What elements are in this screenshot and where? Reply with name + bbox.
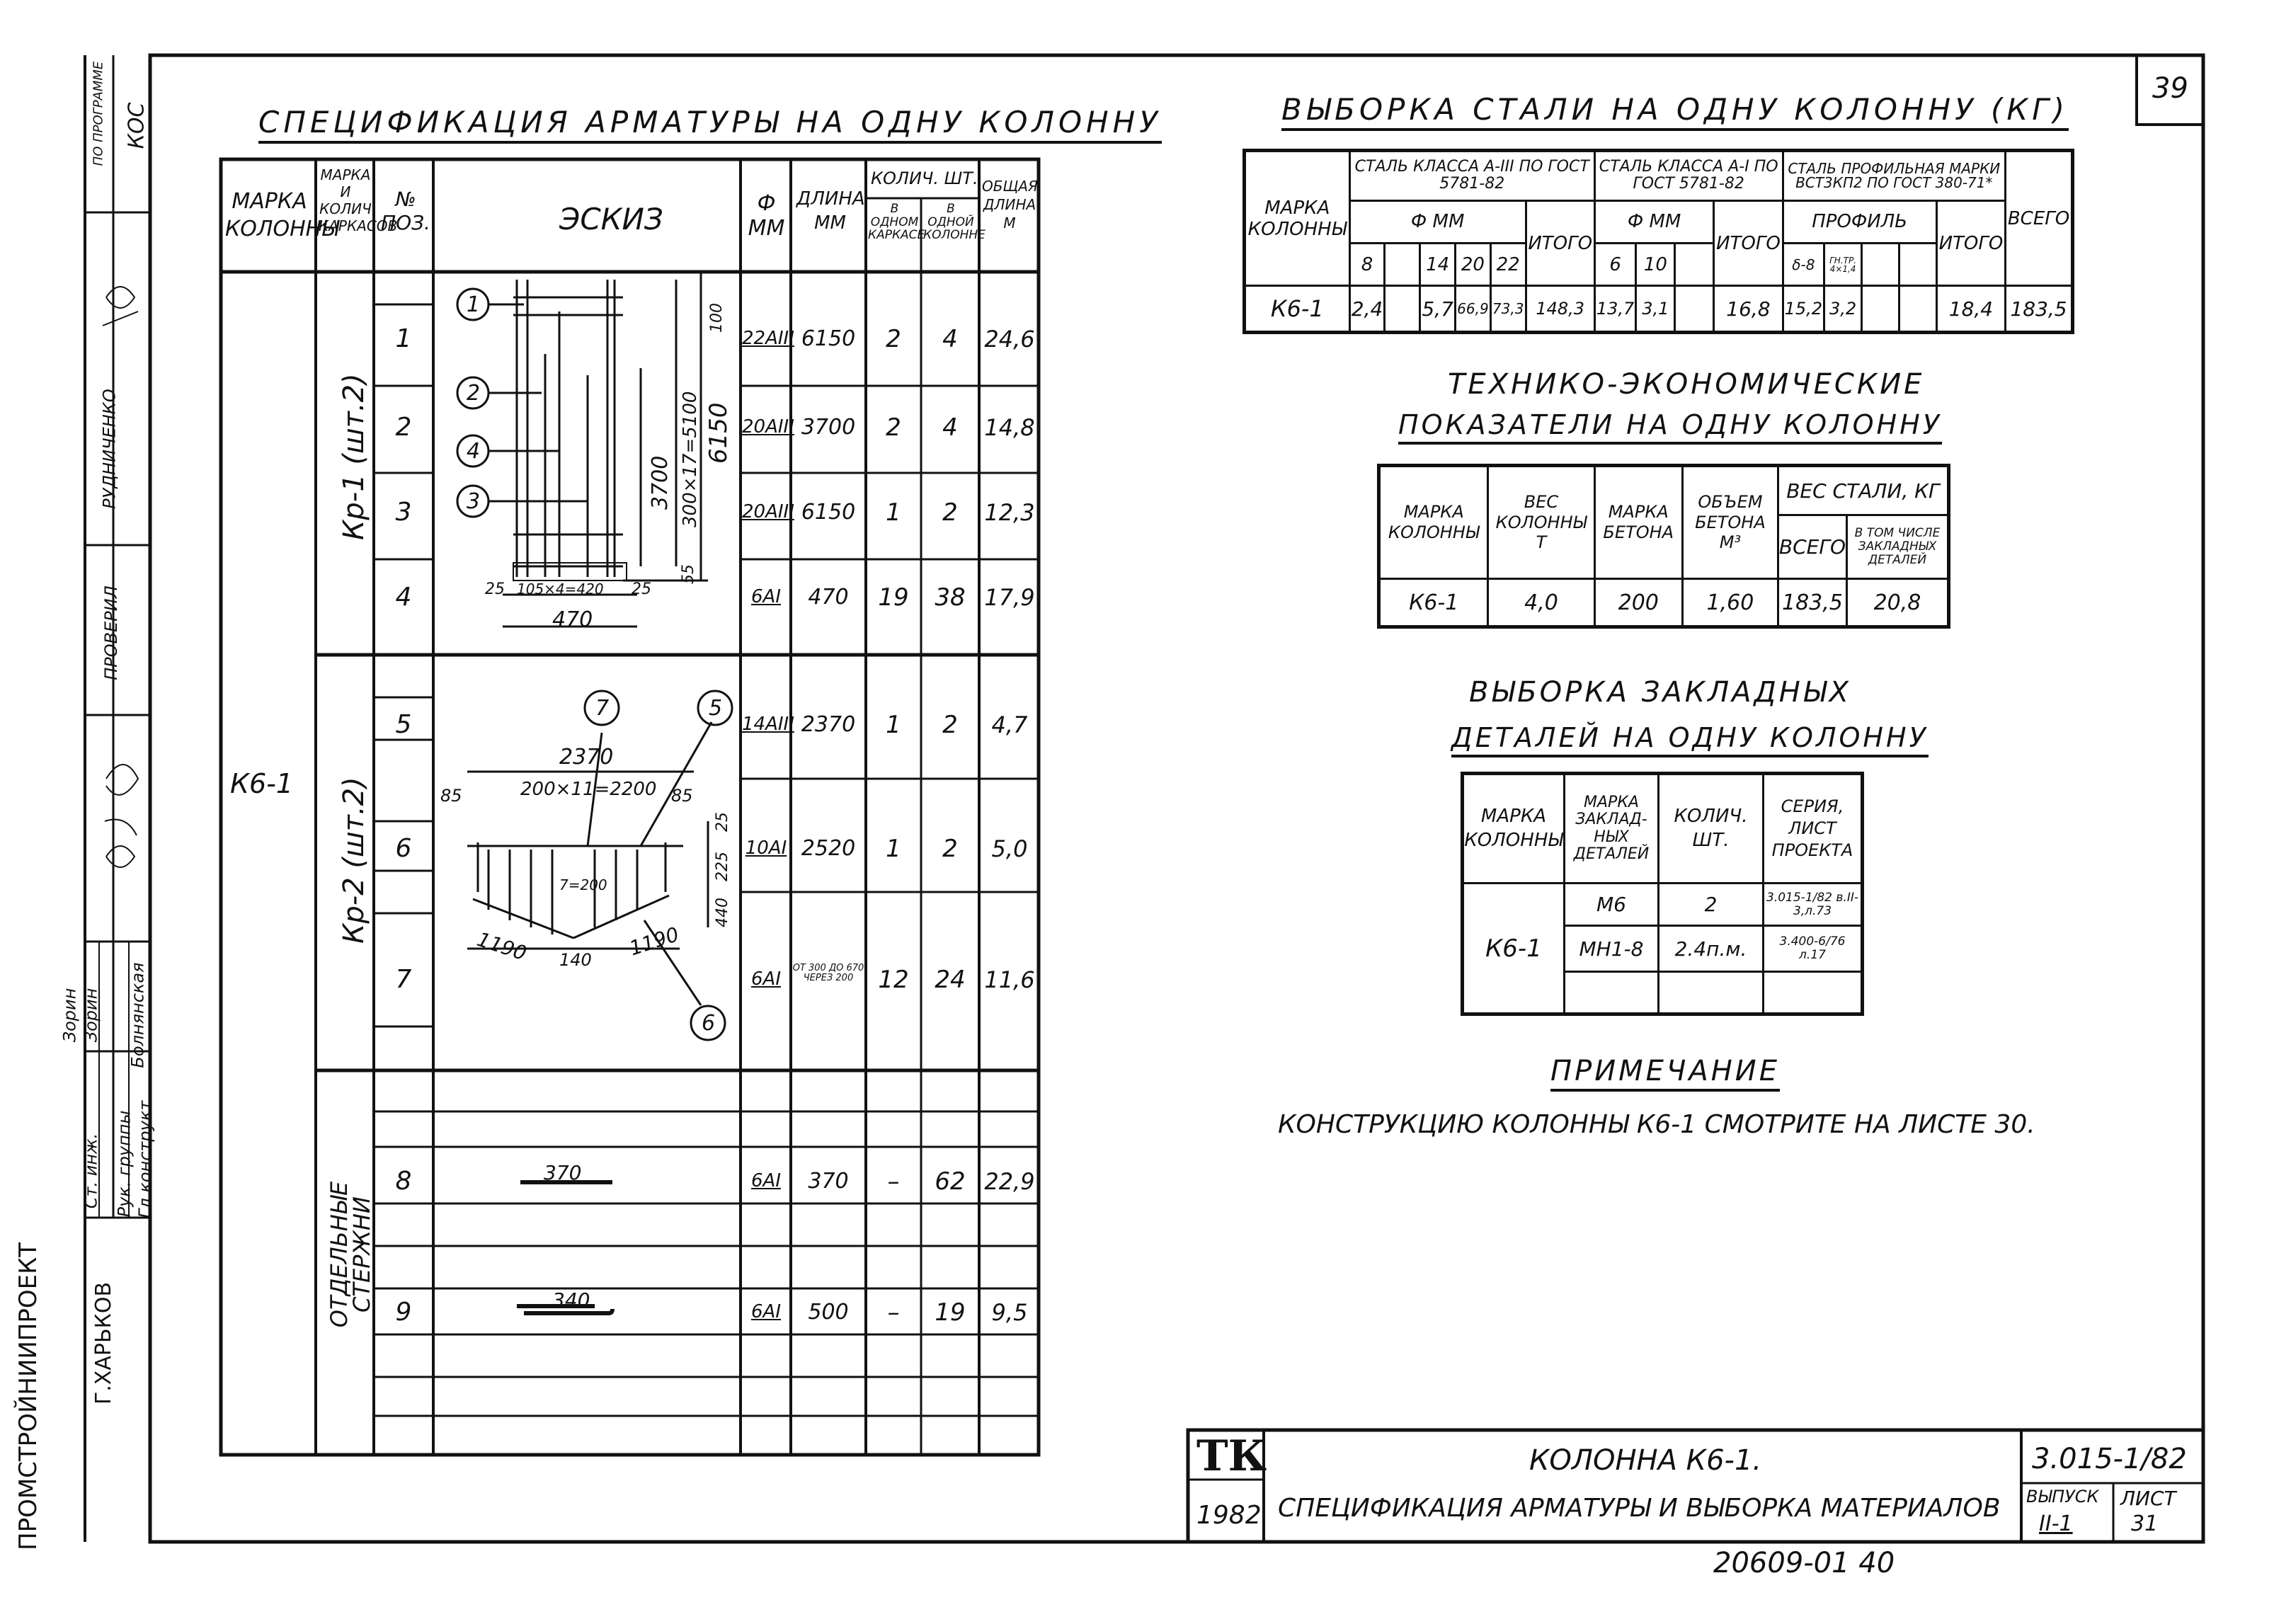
spec-cell-one: 2 xyxy=(886,325,901,353)
spec-h-len: ДЛИНА ММ xyxy=(796,188,865,234)
tech-h-total: ВСЕГО xyxy=(1778,515,1846,579)
callout-7: 7 xyxy=(595,696,610,721)
spec-cell-col: 4 xyxy=(942,325,958,353)
side-checked-name: РУДНИЧЕНКО xyxy=(99,389,120,509)
tech-val-total: 183,5 xyxy=(1778,579,1846,627)
steel-h-itogo-1: ИТОГО xyxy=(1714,200,1783,286)
steel-h-a1: СТАЛЬ КЛАССА А-I ПО ГОСТ 5781-82 xyxy=(1594,151,1783,201)
callout-3: 3 xyxy=(467,489,481,514)
emb-ref-2: 3.400-6/76 л.17 xyxy=(1764,926,1863,972)
spec-cell-dia: 20АIII xyxy=(742,416,794,438)
steel-d3-4: 22 xyxy=(1490,244,1526,286)
steel-h-prof: СТАЛЬ ПРОФИЛЬНАЯ МАРКИ ВСТ3КП2 ПО ГОСТ 380-71* xyxy=(1783,151,2006,201)
steel-val-pr-itogo: 18,4 xyxy=(1936,286,2005,333)
steel-title: ВЫБОРКА СТАЛИ НА ОДНУ КОЛОННУ (КГ) xyxy=(1281,92,2069,131)
steel-h-itogo-3: ИТОГО xyxy=(1526,200,1594,286)
bottom-stamp: 20609-01 40 xyxy=(1713,1547,1895,1579)
steel-val-a1-0: 13,7 xyxy=(1594,286,1636,333)
tech-val-concrete: 200 xyxy=(1594,579,1682,627)
dim-2370: 2370 xyxy=(559,745,614,770)
side-role-1: Ст. инж. xyxy=(81,1133,101,1209)
steel-val-a3-4: 73,3 xyxy=(1490,286,1526,333)
spec-cell-col: 38 xyxy=(935,583,966,612)
steel-val-a3-itogo: 148,3 xyxy=(1526,286,1594,333)
tech-h-embedded: В ТОМ ЧИСЛЕ ЗАКЛАДНЫХ ДЕТАЛЕЙ xyxy=(1847,515,1949,579)
spec-cell-one: 12 xyxy=(878,966,909,994)
spec-h-qty: КОЛИЧ. ШТ. xyxy=(871,168,978,188)
spec-h-pos: № ПОЗ. xyxy=(381,188,430,234)
spec-h-qty-col: В ОДНОЙ КОЛОННЕ xyxy=(923,202,985,243)
spec-h-cage: МАРКА И КОЛИЧ КАРКАСОВ xyxy=(319,166,398,234)
steel-h-fmm-3: Ф ММ xyxy=(1349,200,1526,243)
steel-d1-0: 6 xyxy=(1594,244,1636,286)
emb-det-2: МН1-8 xyxy=(1565,926,1659,972)
spec-cell-dia: 6АI xyxy=(751,968,781,990)
side-org: ПРОМСТРОЙНИИПРОЕКТ xyxy=(14,1242,42,1550)
callout-1: 1 xyxy=(467,292,481,317)
steel-d3-0: 8 xyxy=(1349,244,1385,286)
steel-val-a3-0: 2,4 xyxy=(1349,286,1385,333)
side-top-1: ПО ПРОГРАММЕ xyxy=(91,61,106,166)
spec-cell-len: 2520 xyxy=(801,836,856,861)
dim-3700: 3700 xyxy=(648,455,673,510)
dim-1190b: 1190 xyxy=(627,922,682,961)
spec-cell-pos: 8 xyxy=(395,1167,412,1196)
emb-h-mark: МАРКА КОЛОННЫ xyxy=(1463,774,1565,884)
spec-cell-col: 2 xyxy=(942,835,958,863)
spec-cell-dia: 22АIII xyxy=(742,328,794,349)
spec-cell-total: 12,3 xyxy=(984,499,1035,526)
spec-cell-col: 4 xyxy=(942,413,958,442)
dim-1190a: 1190 xyxy=(474,927,530,966)
dim-85a: 85 xyxy=(440,786,462,806)
tb-issue: II-1 xyxy=(2039,1511,2073,1536)
spec-cell-col: 2 xyxy=(942,498,958,527)
steel-val-vsego: 183,5 xyxy=(2006,286,2073,333)
dim-7x200: 7=200 xyxy=(559,876,607,893)
callout-6: 6 xyxy=(702,1011,716,1036)
dim-55: 55 xyxy=(680,564,697,584)
spec-h-sketch: ЭСКИЗ xyxy=(559,202,663,236)
spec-h-dia: Ф ММ xyxy=(748,191,785,241)
tech-h-mark: МАРКА КОЛОННЫ xyxy=(1379,466,1488,579)
spec-cell-dia: 6АI xyxy=(751,1170,781,1191)
emb-h-qty: КОЛИЧ. ШТ. xyxy=(1659,774,1764,884)
spec-cell-len: 370 xyxy=(808,1169,849,1194)
dim-2200: 200×11=2200 xyxy=(520,779,657,800)
side-checked: ПРОВЕРИЛ xyxy=(101,585,121,680)
emb-title-2: ДЕТАЛЕЙ НА ОДНУ КОЛОННУ xyxy=(1451,722,1929,757)
spec-cell-len: ОТ 300 ДО 670 ЧЕРЕЗ 200 xyxy=(792,963,864,983)
tb-year: 1982 xyxy=(1196,1501,1262,1530)
dim-225: 225 xyxy=(714,852,731,881)
emb-qty-1: 2 xyxy=(1659,884,1764,926)
spec-cell-len: 6150 xyxy=(801,326,856,351)
steel-h-a3: СТАЛЬ КЛАССА А-III ПО ГОСТ 5781-82 xyxy=(1349,151,1594,201)
spec-cell-dia: 6АI xyxy=(751,1301,781,1322)
spec-h-mark: МАРКА КОЛОННЫ xyxy=(225,189,339,241)
spec-cell-len: 2370 xyxy=(801,712,856,737)
spec-cell-one: 1 xyxy=(886,711,901,739)
tech-h-steel: ВЕС СТАЛИ, КГ xyxy=(1778,466,1948,515)
spec-cell-one: 19 xyxy=(878,583,909,612)
spec-cell-total: 24,6 xyxy=(984,326,1035,353)
spec-cell-total: 14,8 xyxy=(984,414,1035,441)
spec-cell-len: 6150 xyxy=(801,500,856,525)
steel-h-mark: МАРКА КОЛОННЫ xyxy=(1245,151,1350,286)
tb-sheet: 31 xyxy=(2131,1511,2159,1536)
spec-cell-pos: 6 xyxy=(395,834,412,863)
spec-cell-total: 5,0 xyxy=(991,835,1028,862)
spec-cage-3: ОТДЕЛЬНЫЕ СТЕРЖНИ xyxy=(326,1181,375,1328)
tb-desc: СПЕЦИФИКАЦИЯ АРМАТУРЫ И ВЫБОРКА МАТЕРИАЛОВ xyxy=(1278,1494,2001,1523)
tech-val-weight: 4,0 xyxy=(1488,579,1594,627)
spec-h-qty-one: В ОДНОМ КАРКАСЕ xyxy=(868,202,925,243)
spec-cage-1: Кр-1 (шт.2) xyxy=(338,373,370,540)
spec-cell-col: 19 xyxy=(935,1298,966,1327)
emb-ref-1: 3.015-1/82 в.II-3,л.73 xyxy=(1764,884,1863,926)
tb-sheet-h: ЛИСТ xyxy=(2120,1487,2176,1510)
spec-cell-one: – xyxy=(887,1167,900,1196)
steel-val-mark: К6-1 xyxy=(1245,286,1350,333)
steel-val-pr-0: 15,2 xyxy=(1783,286,1824,333)
tech-h-weight: ВЕС КОЛОННЫ Т xyxy=(1488,466,1594,579)
tb-logo: ТК xyxy=(1196,1431,1267,1481)
spec-cell-dia: 10АI xyxy=(745,837,787,859)
tb-name: КОЛОННА К6-1. xyxy=(1529,1444,1762,1477)
spec-cell-dia: 20АIII xyxy=(742,501,794,522)
tb-code: 3.015-1/82 xyxy=(2032,1443,2187,1475)
emb-title-1: ВЫБОРКА ЗАКЛАДНЫХ xyxy=(1469,676,1852,709)
side-top-2: КОС xyxy=(124,102,149,149)
spec-cell-total: 4,7 xyxy=(991,711,1028,738)
spec-cell-total: 9,5 xyxy=(991,1299,1028,1326)
spec-cage-2: Кр-2 (шт.2) xyxy=(338,777,370,944)
side-role-2: Рук. группы xyxy=(114,1110,135,1218)
spec-cell-pos: 5 xyxy=(395,710,412,739)
dim-5100: 300×17=5100 xyxy=(680,391,701,527)
emb-h-detail: МАРКА ЗАКЛАД-НЫХ ДЕТАЛЕЙ xyxy=(1565,774,1659,884)
steel-h-vsego: ВСЕГО xyxy=(2006,151,2073,286)
spec-cell-col: 2 xyxy=(942,711,958,739)
dim-85b: 85 xyxy=(671,786,693,806)
tech-val-mark: К6-1 xyxy=(1379,579,1488,627)
callout-4: 4 xyxy=(467,439,481,464)
spec-h-total: ОБЩАЯ ДЛИНА М xyxy=(982,178,1038,231)
spec-cell-pos: 4 xyxy=(395,583,412,612)
spec-cell-pos: 3 xyxy=(395,498,412,527)
note-text: КОНСТРУКЦИЮ КОЛОННЫ К6-1 СМОТРИТЕ НА ЛИСТЕ 30. xyxy=(1278,1110,2035,1139)
steel-pr-1: ГН.ТР. 4×1,4 xyxy=(1824,244,1862,286)
dim-420: 105×4=420 xyxy=(517,581,604,597)
tech-title-1: ТЕХНИКО-ЭКОНОМИЧЕСКИЕ xyxy=(1448,368,1925,401)
side-name-3: Зорин xyxy=(59,988,80,1043)
steel-val-a1-itogo: 16,8 xyxy=(1714,286,1783,333)
steel-val-a3-2: 5,7 xyxy=(1420,286,1456,333)
dim-6150: 6150 xyxy=(704,402,733,464)
spec-cell-one: 2 xyxy=(886,413,901,442)
steel-h-fmm-1: Ф ММ xyxy=(1594,200,1713,243)
emb-mark: К6-1 xyxy=(1463,884,1565,1014)
emb-h-ref: СЕРИЯ, ЛИСТ ПРОЕКТА xyxy=(1764,774,1863,884)
spec-column-mark: К6-1 xyxy=(230,768,294,799)
spec-cell-one: 1 xyxy=(886,835,901,863)
spec-cell-len: 3700 xyxy=(801,415,856,440)
side-city: Г.ХАРЬКОВ xyxy=(91,1281,117,1405)
side-role-3: Гл.конструкт. xyxy=(135,1095,155,1218)
steel-val-a1-1: 3,1 xyxy=(1636,286,1675,333)
sheet-corner-number: 39 xyxy=(2152,72,2188,105)
spec-cell-one: – xyxy=(887,1298,900,1327)
dim-25a: 25 xyxy=(485,581,505,598)
dim-470: 470 xyxy=(552,607,593,632)
spec-cell-one: 1 xyxy=(886,498,901,527)
note-title: ПРИМЕЧАНИЕ xyxy=(1550,1055,1780,1092)
spec-cell-pos: 9 xyxy=(395,1298,412,1327)
spec-cell-total: 17,9 xyxy=(984,584,1035,611)
spec-cell-col: 24 xyxy=(935,966,966,994)
dim-25c: 25 xyxy=(714,812,731,832)
steel-h-profil: ПРОФИЛЬ xyxy=(1783,200,1936,243)
steel-val-pr-1: 3,2 xyxy=(1824,286,1862,333)
emb-det-1: М6 xyxy=(1565,884,1659,926)
tech-val-volume: 1,60 xyxy=(1683,579,1778,627)
spec-cell-col: 62 xyxy=(935,1167,966,1196)
spec-cell-len: 500 xyxy=(808,1300,849,1325)
spec-cell-pos: 7 xyxy=(395,965,412,994)
steel-h-itogo-p: ИТОГО xyxy=(1936,200,2005,286)
tech-h-volume: ОБЪЕМ БЕТОНА М³ xyxy=(1683,466,1778,579)
steel-d1-1: 10 xyxy=(1636,244,1675,286)
dim-25b: 25 xyxy=(632,581,651,598)
side-name-2: Зорин xyxy=(81,988,101,1043)
spec-cell-pos: 2 xyxy=(395,413,412,442)
tech-h-concrete: МАРКА БЕТОНА xyxy=(1594,466,1682,579)
tb-issue-h: ВЫПУСК xyxy=(2026,1487,2099,1506)
callout-2: 2 xyxy=(467,381,481,406)
spec-cell-total: 11,6 xyxy=(984,966,1035,993)
steel-val-a3-3: 66,9 xyxy=(1456,286,1491,333)
dim-440: 440 xyxy=(714,898,731,927)
emb-qty-2: 2.4п.м. xyxy=(1659,926,1764,972)
tech-title-2: ПОКАЗАТЕЛИ НА ОДНУ КОЛОННУ xyxy=(1398,409,1942,445)
side-name-1: Болнянская xyxy=(127,962,148,1068)
dim-100: 100 xyxy=(708,303,726,333)
spec-cell-len: 470 xyxy=(808,585,849,610)
steel-pr-0: δ-8 xyxy=(1783,244,1824,286)
spec-cell-total: 22,9 xyxy=(984,1168,1035,1195)
dim-140: 140 xyxy=(559,950,592,970)
callout-5: 5 xyxy=(709,696,723,721)
steel-d3-2: 14 xyxy=(1420,244,1456,286)
steel-d3-3: 20 xyxy=(1456,244,1491,286)
spec-title: СПЕЦИФИКАЦИЯ АРМАТУРЫ НА ОДНУ КОЛОННУ xyxy=(258,105,1162,144)
tech-val-embedded: 20,8 xyxy=(1847,579,1949,627)
bar9-len: 340 xyxy=(552,1288,590,1312)
spec-cell-dia: 6АI xyxy=(751,586,781,607)
spec-cell-pos: 1 xyxy=(395,324,412,353)
spec-cell-dia: 14АIII xyxy=(742,714,794,735)
bar8-len: 370 xyxy=(544,1161,582,1184)
